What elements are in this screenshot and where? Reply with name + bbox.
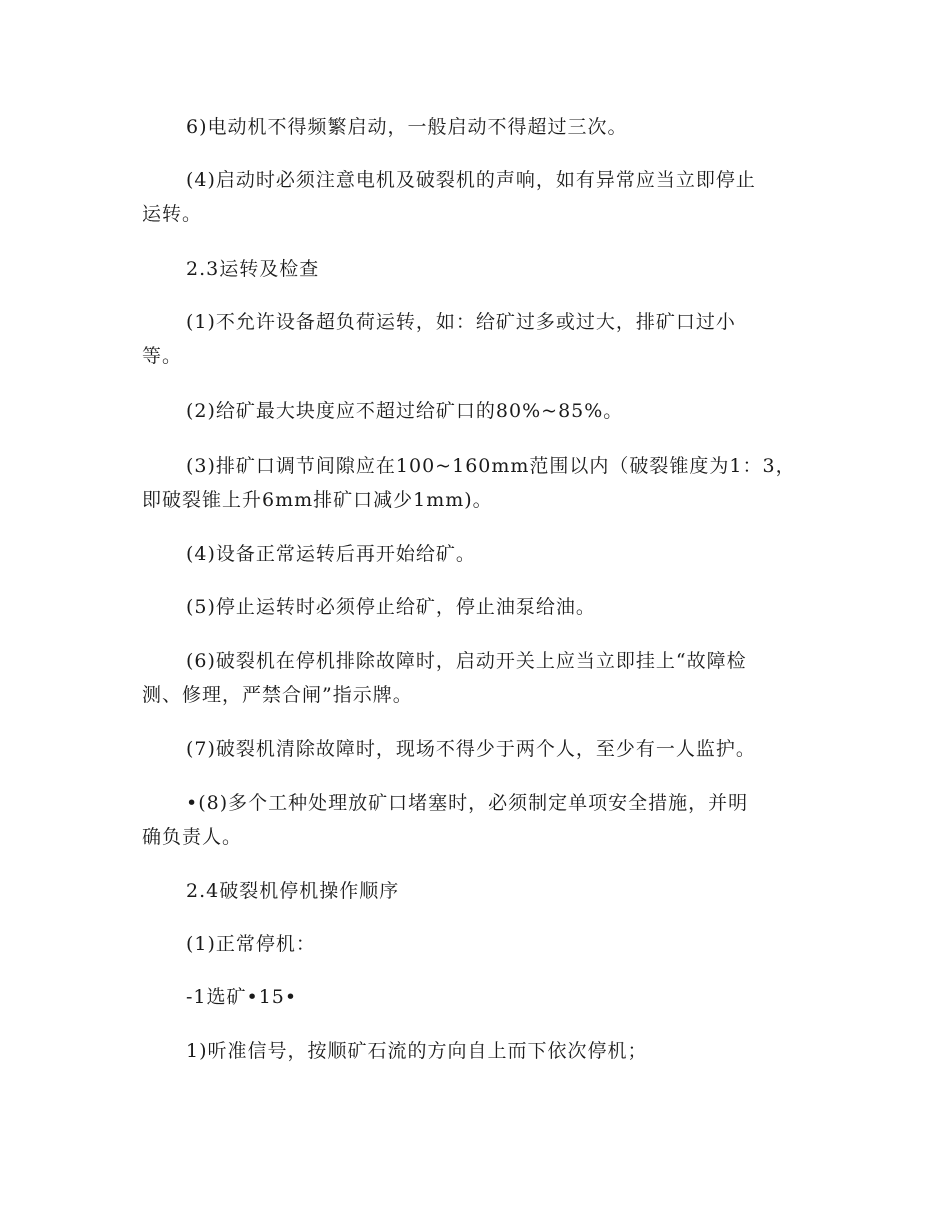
text-line: (6)破裂机在停机排除故障时，启动开关上应当立即挂上“故障检 [186,650,747,672]
text-line: (4)启动时必须注意电机及破裂机的声响，如有异常应当立即停止 [186,169,756,191]
text-line: 1)听准信号，按顺矿石流的方向自上而下依次停机； [186,1040,648,1062]
text-line: 运转。 [142,203,203,225]
text-line: (3)排矿口调节间隙应在100~160mm范围以内（破裂锥度为1：3， [186,455,796,477]
text-line: 2.3运转及检查 [186,258,320,280]
text-line: (1)正常停机： [186,933,316,955]
text-line: (4)设备正常运转后再开始给矿。 [186,543,476,565]
text-line: -1选矿•15• [186,986,298,1008]
text-line: 6)电动机不得频繁启动，一般启动不得超过三次。 [186,116,628,138]
paragraph-stop-order [142,1034,812,1068]
paragraph-feed-after-normal [142,537,812,571]
section-heading-2-3 [142,252,812,286]
text-line: 即破裂锥上升6mm排矿口减少1mm)。 [142,489,493,511]
text-line: (2)给矿最大块度应不超过给矿口的80%~85%。 [186,400,624,422]
paragraph-fault-clearing-staff [142,732,812,766]
text-line: 确负责人。 [142,826,243,848]
paragraph-normal-stop [142,927,812,961]
text-line: (5)停止运转时必须停止给矿，停止油泵给油。 [186,596,596,618]
text-line: (1)不允许设备超负荷运转，如：给矿过多或过大，排矿口过小 [186,311,736,333]
paragraph-motor-start-limit [142,110,812,144]
page-marker [142,980,812,1014]
text-line: 等。 [142,345,183,367]
section-heading-2-4 [142,874,812,908]
paragraph-discharge-gap [142,449,812,517]
paragraph-warning-sign [142,644,812,712]
text-line: 测、修理，严禁合闸”指示牌。 [142,684,413,706]
paragraph-stop-feeding [142,590,812,624]
paragraph-startup-noise [142,163,812,231]
text-line: (7)破裂机清除故障时，现场不得少于两个人，至少有一人监护。 [186,738,756,760]
paragraph-blockage-measures [142,786,812,854]
paragraph-no-overload [142,305,812,373]
paragraph-max-feed-size [142,394,812,428]
text-line: •(8)多个工种处理放矿口堵塞时，必须制定单项安全措施，并明 [186,792,749,814]
text-line: 2.4破裂机停机操作顺序 [186,880,400,902]
